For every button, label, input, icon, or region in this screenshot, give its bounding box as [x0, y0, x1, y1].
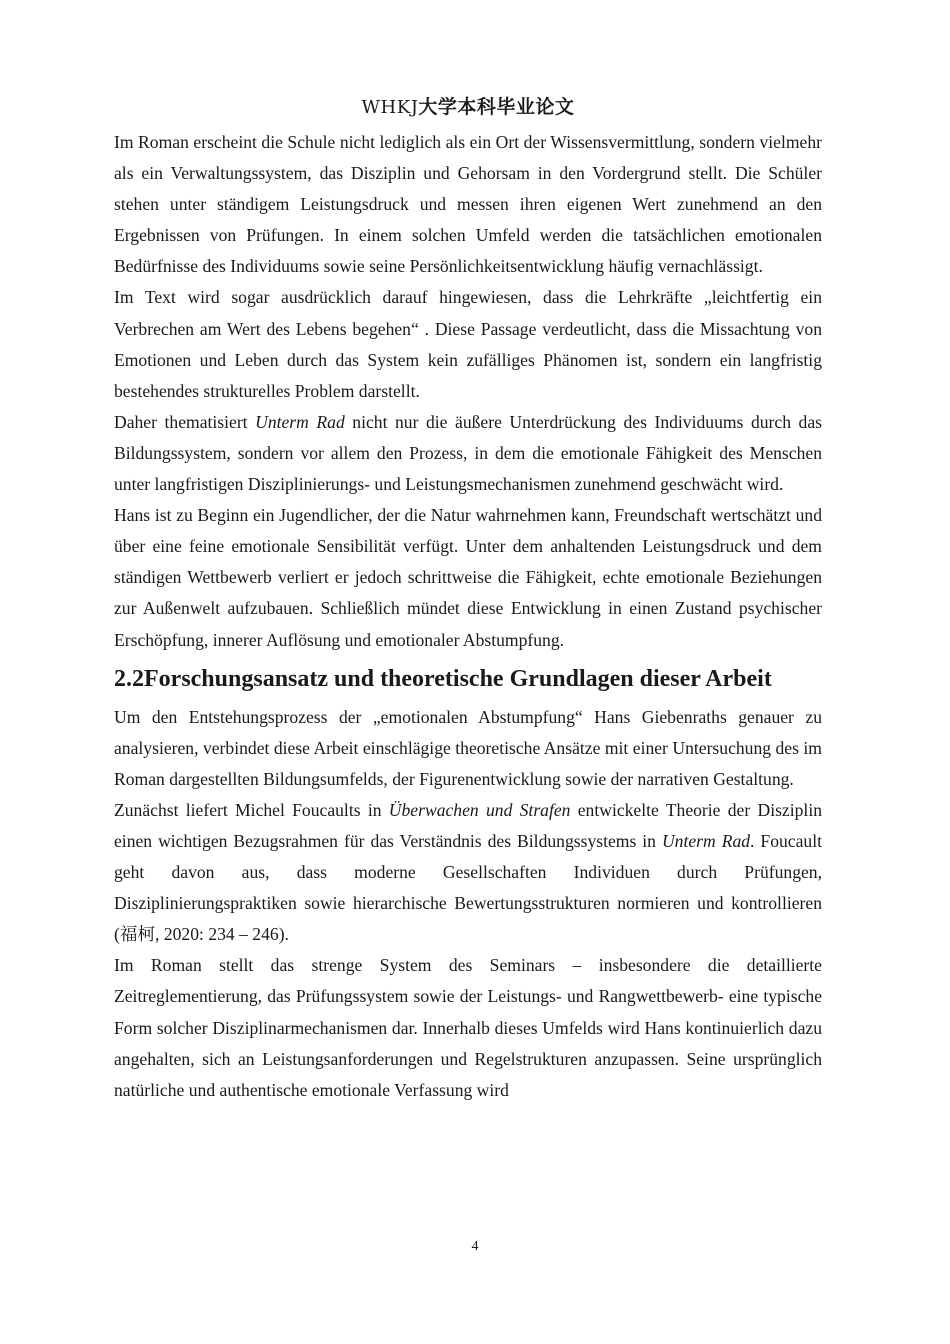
header-thesis-title: 大学本科毕业论文 — [418, 96, 575, 118]
page-body — [114, 127, 822, 1106]
page-number: 4 — [471, 1239, 479, 1254]
paragraph: Daher thematisiert Unterm Rad nicht nur die äußere Unterdrückung des Individuums durch das Bildungssystem, sondern vor allem den Prozess, in dem die emotionale Fähigkeit des Menschen unter langfristigen Disziplinierungs- und Leistungsmechanismen zunehmend geschwächt wird. — [114, 411, 822, 495]
work-title-italic: Unterm Rad — [661, 830, 751, 851]
section-heading: 2.2Forschungsansatz und theoretische Grundlagen dieser Arbeit — [114, 665, 772, 692]
paragraph: Im Roman stellt das strenge System des Seminars – insbesondere die detaillierte Zeitreglementierung, das Prüfungssystem sowie der Leistungs- und Rangwettbewerb- eine typische Form solcher Disziplinarmechanismen dar. Innerhalb dieses Umfelds wird Hans kontinuierlich dazu angehalten, sich an Leistungsanforderungen und Regelstrukturen anzupassen. Seine ursprünglich natürliche und authentische emotionale Verfassung wird — [114, 955, 822, 1100]
paragraph: Zunächst liefert Michel Foucaults in Überwachen und Strafen entwickelte Theorie der Disziplin einen wichtigen Bezugsrahmen für das Verständnis des Bildungssystems in Unterm Rad. Foucault geht davon aus, dass moderne Gesellschaften Individuen durch Prüfungen, Disziplinierungspraktiken sowie hierarchische Bewertungsstrukturen normieren und kontrollieren (福柯, 2020: 234 – 246). — [114, 799, 823, 945]
paragraph: Hans ist zu Beginn ein Jugendlicher, der die Natur wahrnehmen kann, Freundschaft wertschätzt und über eine feine emotionale Sensibilität verfügt. Unter dem anhaltenden Leistungsdruck und dem ständigen Wettbewerb verliert er jedoch schrittweise die Fähigkeit, echte emotionale Beziehungen zur Außenwelt aufzubauen. Schließlich mündet diese Entwicklung in einen Zustand psychischer Erschöpfung, innerer Auflösung und emotionaler Abstumpfung. — [114, 505, 822, 650]
work-title-italic: Unterm Rad — [255, 411, 345, 432]
paragraph: Im Text wird sogar ausdrücklich darauf hingewiesen, dass die Lehrkräfte „leichtfertig ein Verbrechen am Wert des Lebens begehen“ . Diese Passage verdeutlicht, dass die Missachtung von Emotionen und Leben durch das System kein zufälliges Phänomen ist, sondern ein langfristig bestehendes strukturelles Problem darstellt. — [114, 287, 822, 401]
work-title-italic: Überwachen und Strafen — [388, 799, 571, 820]
header-institution-code: WHKJ — [361, 97, 419, 118]
running-header — [114, 94, 822, 121]
paragraph: Um den Entstehungsprozess der „emotionalen Abstumpfung“ Hans Giebenraths genauer zu analysieren, verbindet diese Arbeit einschlägige theoretische Ansätze mit einer Untersuchung des im Roman dargestellten Bildungsumfelds, der Figurenentwicklung sowie der narrativen Gestaltung. — [114, 706, 822, 789]
paragraph: Im Roman erscheint die Schule nicht lediglich als ein Ort der Wissensvermittlung, sondern vielmehr als ein Verwaltungssystem, das Disziplin und Gehorsam in den Vordergrund stellt. Die Schüler stehen unter ständigem Leistungsdruck und messen ihren eigenen Wert zunehmend an den Ergebnissen von Prüfungen. In einem solchen Umfeld werden die tatsächlichen emotionalen Bedürfnisse des Individuums sowie seine Persönlichkeitsentwicklung häufig vernachlässigt. — [114, 132, 822, 277]
